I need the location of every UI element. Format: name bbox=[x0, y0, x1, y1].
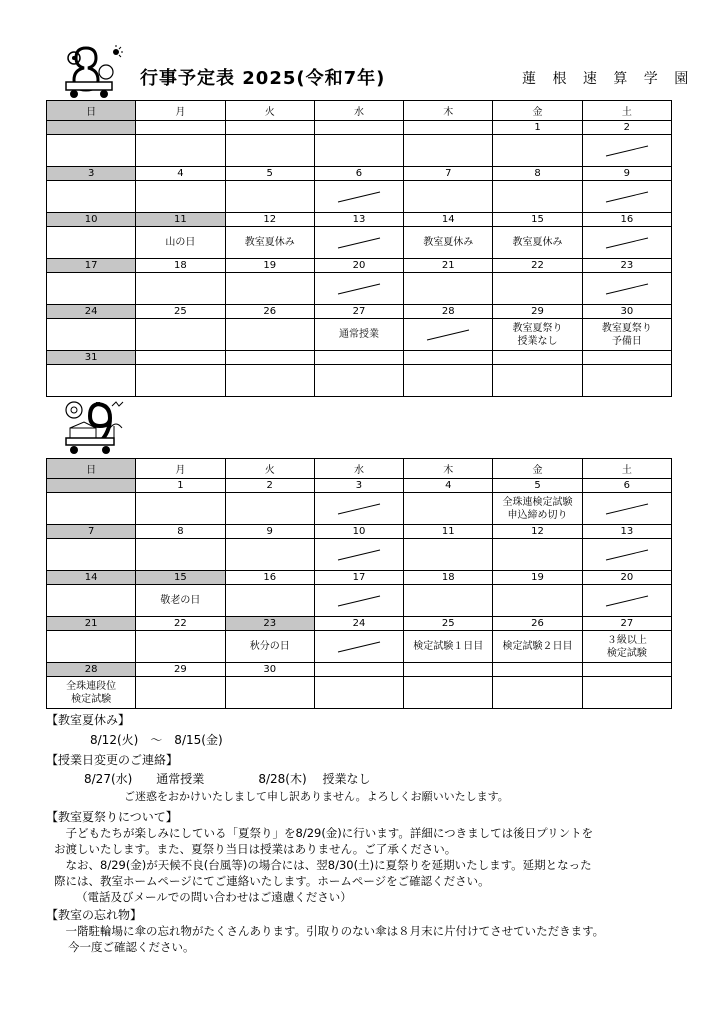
festival-heading: 【教室夏祭りについて】 bbox=[46, 810, 178, 824]
event-cell bbox=[493, 365, 582, 397]
event-cell bbox=[225, 135, 314, 167]
date-cell: 19 bbox=[225, 259, 314, 273]
date-cell: 22 bbox=[136, 617, 225, 631]
event-cell bbox=[404, 539, 493, 571]
date-cell: 3 bbox=[314, 479, 403, 493]
date-cell bbox=[47, 121, 136, 135]
date-cell: 13 bbox=[314, 213, 403, 227]
date-cell: 21 bbox=[47, 617, 136, 631]
festival-para-1: 子どもたちが楽しみにしている「夏祭り」を8/29(金)に行います。詳細につきましては後日プリントを bbox=[54, 826, 594, 840]
event-cell bbox=[582, 365, 671, 397]
date-cell: 4 bbox=[136, 167, 225, 181]
event-label: 教室夏祭り bbox=[512, 322, 563, 334]
event-cell bbox=[404, 227, 493, 259]
date-cell: 25 bbox=[404, 617, 493, 631]
event-row bbox=[47, 631, 672, 663]
date-cell: 7 bbox=[47, 525, 136, 539]
weekday-header-row bbox=[47, 459, 672, 479]
event-cell bbox=[582, 181, 671, 213]
event-cell bbox=[47, 273, 136, 305]
weekday-header: 火 bbox=[225, 101, 314, 121]
festival-para-3: （電話及びメールでの問い合わせはご遠慮ください） bbox=[76, 890, 352, 904]
date-cell: 26 bbox=[225, 305, 314, 319]
weekday-header: 水 bbox=[314, 459, 403, 479]
lost-para-1b: 今一度ご確認ください。 bbox=[68, 940, 195, 954]
event-row bbox=[47, 135, 672, 167]
weekday-header: 月 bbox=[136, 101, 225, 121]
event-cell bbox=[225, 365, 314, 397]
date-cell bbox=[47, 479, 136, 493]
august-calendar bbox=[46, 100, 672, 397]
event-cell bbox=[404, 631, 493, 663]
event-cell bbox=[136, 273, 225, 305]
date-cell: 18 bbox=[404, 571, 493, 585]
event-row bbox=[47, 273, 672, 305]
event-cell bbox=[493, 493, 582, 525]
date-cell: 13 bbox=[582, 525, 671, 539]
weekday-header: 水 bbox=[314, 101, 403, 121]
no-class-slash-icon bbox=[425, 328, 471, 342]
event-cell bbox=[136, 181, 225, 213]
event-cell bbox=[136, 227, 225, 259]
festival-para-1b: お渡しいたします。また、夏祭り当日は授業はありません。ご了承ください。 bbox=[54, 842, 457, 856]
september-calendar bbox=[46, 458, 672, 709]
date-cell: 7 bbox=[404, 167, 493, 181]
no-class-slash-icon bbox=[604, 282, 650, 296]
date-row bbox=[47, 617, 672, 631]
event-cell bbox=[493, 227, 582, 259]
event-cell bbox=[582, 631, 671, 663]
date-cell: 5 bbox=[493, 479, 582, 493]
event-cell bbox=[225, 631, 314, 663]
event-label: 予備日 bbox=[611, 335, 642, 347]
event-cell bbox=[314, 539, 403, 571]
event-cell bbox=[136, 493, 225, 525]
header bbox=[0, 40, 724, 90]
event-cell bbox=[493, 631, 582, 663]
date-cell: 17 bbox=[47, 259, 136, 273]
date-cell: 10 bbox=[47, 213, 136, 227]
event-cell bbox=[314, 493, 403, 525]
event-label: 検定試験 bbox=[606, 647, 647, 659]
no-class-slash-icon bbox=[336, 640, 382, 654]
no-class-slash-icon bbox=[336, 594, 382, 608]
event-label: 全珠連段位 bbox=[66, 680, 117, 692]
event-row bbox=[47, 585, 672, 617]
date-cell: 20 bbox=[314, 259, 403, 273]
event-label: 通常授業 bbox=[338, 329, 379, 340]
lost-para-1: 一階駐輪場に傘の忘れ物がたくさんあります。引取りのない傘は８月末に片付けてさせていただきます。 bbox=[54, 924, 605, 938]
event-cell bbox=[582, 319, 671, 351]
date-cell: 24 bbox=[47, 305, 136, 319]
date-cell: 23 bbox=[582, 259, 671, 273]
event-cell bbox=[582, 135, 671, 167]
event-cell bbox=[404, 319, 493, 351]
apology-text: ご迷惑をおかけいたしまして申し訳ありません。よろしくお願いいたします。 bbox=[124, 790, 509, 803]
event-cell bbox=[225, 585, 314, 617]
date-row bbox=[47, 525, 672, 539]
event-label: 授業なし bbox=[517, 335, 558, 347]
event-cell bbox=[493, 135, 582, 167]
event-cell bbox=[493, 319, 582, 351]
date-cell: 30 bbox=[225, 663, 314, 677]
weekday-header: 月 bbox=[136, 459, 225, 479]
event-cell bbox=[314, 585, 403, 617]
event-cell bbox=[136, 631, 225, 663]
date-cell: 16 bbox=[225, 571, 314, 585]
event-cell bbox=[404, 135, 493, 167]
date-cell: 22 bbox=[493, 259, 582, 273]
date-cell: 2 bbox=[582, 121, 671, 135]
no-class-slash-icon bbox=[336, 190, 382, 204]
date-cell: 17 bbox=[314, 571, 403, 585]
date-cell bbox=[582, 663, 671, 677]
event-cell bbox=[314, 273, 403, 305]
event-cell bbox=[136, 365, 225, 397]
date-cell bbox=[404, 663, 493, 677]
event-cell bbox=[493, 585, 582, 617]
weekday-header: 木 bbox=[404, 101, 493, 121]
no-class-slash-icon bbox=[604, 190, 650, 204]
date-cell bbox=[314, 351, 403, 365]
festival-para-2b: 際には、教室ホームページにてご連絡いたします。ホームページをご確認ください。 bbox=[54, 874, 490, 888]
event-cell bbox=[582, 539, 671, 571]
event-cell bbox=[493, 539, 582, 571]
date-cell bbox=[136, 121, 225, 135]
event-cell bbox=[582, 677, 671, 709]
date-cell bbox=[136, 351, 225, 365]
event-label: 教室夏休み bbox=[423, 237, 474, 248]
no-class-slash-icon bbox=[604, 594, 650, 608]
date-cell: 11 bbox=[404, 525, 493, 539]
no-class-slash-icon bbox=[604, 548, 650, 562]
date-cell: 8 bbox=[136, 525, 225, 539]
date-cell: 29 bbox=[136, 663, 225, 677]
event-cell bbox=[404, 365, 493, 397]
weekday-header: 日 bbox=[47, 459, 136, 479]
date-cell: 27 bbox=[314, 305, 403, 319]
event-cell bbox=[314, 631, 403, 663]
date-cell: 15 bbox=[493, 213, 582, 227]
event-cell bbox=[136, 585, 225, 617]
date-cell: 14 bbox=[404, 213, 493, 227]
date-row bbox=[47, 351, 672, 365]
date-cell: 23 bbox=[225, 617, 314, 631]
event-cell bbox=[47, 227, 136, 259]
notes-section bbox=[46, 712, 686, 955]
date-cell: 12 bbox=[225, 213, 314, 227]
event-cell bbox=[136, 539, 225, 571]
date-cell: 21 bbox=[404, 259, 493, 273]
weekday-header: 金 bbox=[493, 459, 582, 479]
event-cell bbox=[404, 181, 493, 213]
date-cell: 6 bbox=[314, 167, 403, 181]
event-cell bbox=[404, 493, 493, 525]
event-cell bbox=[404, 677, 493, 709]
event-cell bbox=[47, 631, 136, 663]
date-cell: 26 bbox=[493, 617, 582, 631]
event-label: 教室夏休み bbox=[512, 237, 563, 248]
date-cell: 10 bbox=[314, 525, 403, 539]
event-label: 教室夏休み bbox=[244, 237, 295, 248]
date-cell: 4 bbox=[404, 479, 493, 493]
event-label: 山の日 bbox=[165, 237, 196, 248]
festival-para-2: なお、8/29(金)が天候不良(台風等)の場合には、翌8/30(土)に夏祭りを延期いたします。延期となった bbox=[54, 858, 592, 872]
date-cell: 9 bbox=[582, 167, 671, 181]
change-heading: 【授業日変更のご連絡】 bbox=[46, 753, 179, 767]
event-cell bbox=[582, 493, 671, 525]
date-row bbox=[47, 259, 672, 273]
event-cell bbox=[47, 365, 136, 397]
weekday-header: 木 bbox=[404, 459, 493, 479]
event-cell bbox=[404, 585, 493, 617]
event-cell bbox=[47, 181, 136, 213]
date-row bbox=[47, 479, 672, 493]
weekday-header: 日 bbox=[47, 101, 136, 121]
event-cell bbox=[136, 319, 225, 351]
date-cell: 3 bbox=[47, 167, 136, 181]
event-row bbox=[47, 493, 672, 525]
event-cell bbox=[136, 135, 225, 167]
no-class-slash-icon bbox=[336, 282, 382, 296]
event-label: ３級以上 bbox=[606, 634, 647, 646]
event-cell bbox=[582, 227, 671, 259]
event-label: 検定試験 bbox=[71, 693, 112, 705]
event-cell bbox=[47, 677, 136, 709]
event-cell bbox=[314, 365, 403, 397]
no-class-slash-icon bbox=[336, 236, 382, 250]
event-label: 秋分の日 bbox=[249, 641, 290, 652]
event-cell bbox=[225, 319, 314, 351]
date-row bbox=[47, 213, 672, 227]
date-cell: 5 bbox=[225, 167, 314, 181]
weekday-header: 土 bbox=[582, 459, 671, 479]
page-title: 行事予定表 2025(令和7年) bbox=[140, 68, 386, 89]
event-row bbox=[47, 365, 672, 397]
change-line-1: 8/27(水) 通常授業 bbox=[84, 772, 205, 786]
event-label: 申込締め切り bbox=[507, 509, 568, 521]
vacation-dates: 8/12(火) ～ 8/15(金) bbox=[90, 733, 223, 747]
date-cell: 15 bbox=[136, 571, 225, 585]
event-cell bbox=[493, 677, 582, 709]
event-label: 敬老の日 bbox=[160, 595, 201, 606]
event-row bbox=[47, 181, 672, 213]
date-cell: 1 bbox=[136, 479, 225, 493]
date-cell: 1 bbox=[493, 121, 582, 135]
school-name: 蓮 根 速 算 学 園 bbox=[522, 71, 695, 87]
date-cell bbox=[314, 663, 403, 677]
date-cell: 6 bbox=[582, 479, 671, 493]
date-cell: 9 bbox=[225, 525, 314, 539]
event-cell bbox=[314, 135, 403, 167]
date-cell: 20 bbox=[582, 571, 671, 585]
event-cell bbox=[225, 227, 314, 259]
event-cell bbox=[225, 677, 314, 709]
date-row bbox=[47, 121, 672, 135]
event-row bbox=[47, 319, 672, 351]
date-cell: 11 bbox=[136, 213, 225, 227]
event-cell bbox=[493, 273, 582, 305]
date-cell bbox=[404, 121, 493, 135]
event-label: 検定試験２日目 bbox=[502, 641, 573, 652]
event-cell bbox=[225, 181, 314, 213]
event-label: 検定試験１日目 bbox=[413, 641, 484, 652]
event-label: 教室夏祭り bbox=[601, 322, 652, 334]
date-row bbox=[47, 167, 672, 181]
date-cell bbox=[582, 351, 671, 365]
event-row bbox=[47, 677, 672, 709]
event-cell bbox=[47, 585, 136, 617]
event-cell bbox=[225, 273, 314, 305]
event-cell bbox=[582, 585, 671, 617]
no-class-slash-icon bbox=[336, 548, 382, 562]
date-cell: 12 bbox=[493, 525, 582, 539]
date-cell: 16 bbox=[582, 213, 671, 227]
event-row bbox=[47, 227, 672, 259]
event-cell bbox=[404, 273, 493, 305]
event-cell bbox=[314, 227, 403, 259]
event-cell bbox=[314, 677, 403, 709]
date-cell: 27 bbox=[582, 617, 671, 631]
event-row bbox=[47, 539, 672, 571]
date-cell: 2 bbox=[225, 479, 314, 493]
date-cell: 8 bbox=[493, 167, 582, 181]
date-cell bbox=[404, 351, 493, 365]
date-cell bbox=[314, 121, 403, 135]
date-cell: 30 bbox=[582, 305, 671, 319]
event-cell bbox=[136, 677, 225, 709]
date-cell bbox=[225, 121, 314, 135]
date-cell: 25 bbox=[136, 305, 225, 319]
date-cell: 18 bbox=[136, 259, 225, 273]
date-cell bbox=[493, 351, 582, 365]
date-cell: 28 bbox=[47, 663, 136, 677]
date-cell: 24 bbox=[314, 617, 403, 631]
event-cell bbox=[582, 273, 671, 305]
event-cell bbox=[225, 539, 314, 571]
no-class-slash-icon bbox=[604, 502, 650, 516]
event-cell bbox=[314, 181, 403, 213]
no-class-slash-icon bbox=[604, 144, 650, 158]
date-cell bbox=[225, 351, 314, 365]
no-class-slash-icon bbox=[604, 236, 650, 250]
weekday-header: 土 bbox=[582, 101, 671, 121]
vacation-heading: 【教室夏休み】 bbox=[46, 713, 131, 727]
event-cell bbox=[47, 493, 136, 525]
date-cell: 31 bbox=[47, 351, 136, 365]
change-lines bbox=[46, 771, 686, 787]
date-row bbox=[47, 663, 672, 677]
event-cell bbox=[47, 319, 136, 351]
august-logo-icon bbox=[56, 44, 130, 100]
change-line-2: 8/28(木) 授業なし bbox=[258, 772, 371, 786]
date-cell: 29 bbox=[493, 305, 582, 319]
weekday-header-row bbox=[47, 101, 672, 121]
september-logo-icon bbox=[60, 398, 130, 456]
event-cell bbox=[314, 319, 403, 351]
date-cell: 28 bbox=[404, 305, 493, 319]
weekday-header: 金 bbox=[493, 101, 582, 121]
date-cell: 14 bbox=[47, 571, 136, 585]
date-row bbox=[47, 571, 672, 585]
event-cell bbox=[47, 539, 136, 571]
event-cell bbox=[47, 135, 136, 167]
date-row bbox=[47, 305, 672, 319]
weekday-header: 火 bbox=[225, 459, 314, 479]
event-cell bbox=[225, 493, 314, 525]
date-cell: 19 bbox=[493, 571, 582, 585]
event-cell bbox=[493, 181, 582, 213]
event-label: 全珠連検定試験 bbox=[502, 496, 573, 508]
date-cell bbox=[493, 663, 582, 677]
lost-heading: 【教室の忘れ物】 bbox=[46, 908, 143, 922]
no-class-slash-icon bbox=[336, 502, 382, 516]
